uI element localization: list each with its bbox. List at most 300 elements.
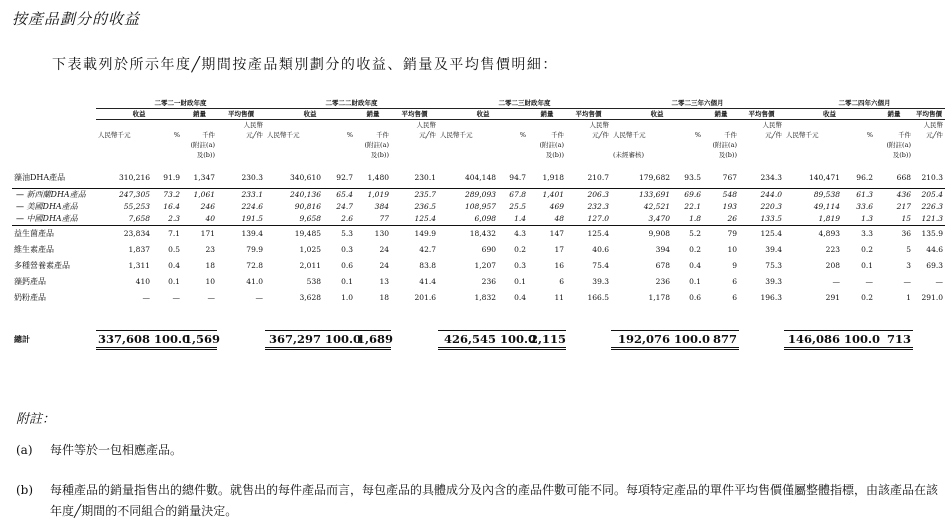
table-cell: 205.4 <box>913 188 945 201</box>
table-cell: 133,691 <box>611 188 672 201</box>
blank-cell <box>12 140 96 150</box>
table-cell: — <box>832 276 840 286</box>
blank-cell <box>913 150 945 160</box>
total-cell: 100.0 <box>152 330 182 348</box>
blank-cell <box>498 140 528 150</box>
table-cell: 18 <box>379 292 389 302</box>
volume-header: 銷量 <box>528 109 566 120</box>
table-cell: 1,025 <box>299 244 321 254</box>
product-label: 藻油DHA產品 <box>14 172 66 182</box>
period-header: 二零二三財政年度 <box>438 98 611 109</box>
product-label: 多種營養素產品 <box>14 260 70 270</box>
blank-cell <box>842 140 875 150</box>
blank-cell <box>528 120 566 131</box>
table-cell: 1.0 <box>341 292 353 302</box>
table-cell: 310,216 <box>118 172 150 182</box>
table-cell: 36 <box>901 228 911 238</box>
table-cell: 96.2 <box>856 172 873 182</box>
blank-cell <box>152 140 182 150</box>
volume-unit: 千件 <box>202 131 215 139</box>
table-cell: 89,538 <box>784 188 842 201</box>
table-cell: 404,148 <box>464 172 496 182</box>
table-cell: 2.6 <box>323 213 355 226</box>
product-row <box>12 290 945 306</box>
table-cell: 469 <box>549 201 564 211</box>
revenue-header: 收益 <box>438 109 528 120</box>
table-cell: 25.5 <box>509 201 526 211</box>
blank-cell <box>438 120 498 131</box>
total-cell: 1,569 <box>182 330 217 348</box>
table-cell: 121.3 <box>913 213 945 226</box>
table-cell: 125.4 <box>760 228 782 238</box>
table-cell: 0.4 <box>168 260 180 270</box>
note-ref: 及(b)) <box>545 151 564 159</box>
table-cell: 9 <box>732 260 737 270</box>
table-cell: 236.5 <box>414 201 436 211</box>
blank-cell <box>355 120 391 131</box>
table-cell: 1,347 <box>193 172 215 182</box>
table-cell: 6 <box>732 276 737 286</box>
volume-unit: 千件 <box>551 131 564 139</box>
table-cell: 44.6 <box>926 244 943 254</box>
table-cell: 1,918 <box>542 172 564 182</box>
unaudited-label: (未經審核) <box>613 151 645 159</box>
table-cell: 1,019 <box>355 188 391 201</box>
table-cell: 79.9 <box>246 244 263 254</box>
revenue-unit: 人民幣千元 <box>613 131 646 139</box>
table-cell: 2,011 <box>299 260 321 270</box>
asp-header: 平均售價 <box>739 109 784 120</box>
volume-header: 銷量 <box>703 109 739 120</box>
asp-unit: 人民幣 <box>243 121 263 129</box>
unit-row-2 <box>12 130 945 140</box>
asp-unit: 人民幣 <box>762 121 782 129</box>
product-label: — 新西蘭DHA產品 <box>12 188 96 201</box>
note-a: (a) 每件等於一包相應產品。 <box>16 443 183 457</box>
table-cell: 4,893 <box>818 228 840 238</box>
table-cell: 9,658 <box>265 213 323 226</box>
total-cell: 192,076 <box>611 330 672 348</box>
blank-cell <box>784 120 842 131</box>
table-cell: 69.6 <box>672 188 703 201</box>
table-cell: 33.6 <box>856 201 873 211</box>
table-cell: — <box>142 292 150 302</box>
table-cell: 11 <box>554 292 564 302</box>
table-cell: 19,485 <box>294 228 321 238</box>
table-cell: 61.3 <box>842 188 875 201</box>
blank-cell <box>265 140 323 150</box>
total-cell <box>217 330 265 348</box>
table-cell: 5.2 <box>689 228 701 238</box>
blank-cell <box>842 150 875 160</box>
table-cell: 73.2 <box>152 188 182 201</box>
blank-cell <box>611 120 672 131</box>
table-cell: 0.6 <box>689 292 701 302</box>
product-label: 維生素產品 <box>14 244 54 254</box>
blank-cell <box>842 120 875 131</box>
total-cell <box>913 330 945 348</box>
blank-cell <box>611 140 672 150</box>
table-cell: 139.4 <box>241 228 263 238</box>
note-ref: 及(b)) <box>370 151 389 159</box>
table-cell: 39.3 <box>765 276 782 286</box>
blank-cell <box>217 150 265 160</box>
table-cell: 83.8 <box>419 260 436 270</box>
table-cell: 1,837 <box>128 244 150 254</box>
table-cell: 18,432 <box>469 228 496 238</box>
blank-cell <box>739 150 784 160</box>
table-cell: 18 <box>205 260 215 270</box>
table-cell: 10 <box>727 244 737 254</box>
product-row <box>12 258 945 274</box>
table-cell: 93.5 <box>684 172 701 182</box>
table-cell: 72.8 <box>246 260 263 270</box>
table-cell: 210.7 <box>587 172 609 182</box>
total-cell: 877 <box>703 330 739 348</box>
table-cell: 291.0 <box>921 292 943 302</box>
table-cell: 291 <box>825 292 840 302</box>
table-cell: — <box>903 276 911 286</box>
total-cell <box>566 330 611 348</box>
total-cell: 713 <box>875 330 913 348</box>
total-cell: 100.0 <box>498 330 528 348</box>
table-cell: 1,061 <box>182 188 217 201</box>
asp-per-unit: 元╱件 <box>419 131 436 139</box>
table-cell: 108,957 <box>464 201 496 211</box>
spacer-row <box>12 160 945 168</box>
table-cell: 42.7 <box>419 244 436 254</box>
table-cell: 384 <box>374 201 389 211</box>
blank-cell <box>566 140 611 150</box>
note-ref: (附註(a) <box>539 141 564 149</box>
table-cell: 39.4 <box>765 244 782 254</box>
table-cell: 5 <box>906 244 911 254</box>
percent-unit: % <box>694 131 701 139</box>
total-cell: 1,689 <box>355 330 391 348</box>
table-cell: 26 <box>703 213 739 226</box>
table-cell: 1.8 <box>672 213 703 226</box>
table-cell: 67.8 <box>498 188 528 201</box>
blank-cell <box>391 150 438 160</box>
table-cell: 410 <box>135 276 150 286</box>
percent-unit: % <box>346 131 353 139</box>
blank-cell <box>323 120 355 131</box>
blank-cell <box>12 150 96 160</box>
blank-cell <box>739 140 784 150</box>
table-cell: 39.3 <box>592 276 609 286</box>
table-cell: 49,114 <box>813 201 840 211</box>
note-ref: (附註(a) <box>364 141 389 149</box>
table-cell: 223 <box>825 244 840 254</box>
table-cell: 246 <box>200 201 215 211</box>
table-cell: 0.2 <box>861 292 873 302</box>
table-cell: 690 <box>481 244 496 254</box>
asp-header: 平均售價 <box>913 109 945 120</box>
table-cell: 1.4 <box>498 213 528 226</box>
period-header: 二零二三年六個月 <box>611 98 784 109</box>
table-cell: 166.5 <box>587 292 609 302</box>
asp-header: 平均售價 <box>566 109 611 120</box>
table-cell: 1.3 <box>842 213 875 226</box>
asp-unit: 人民幣 <box>416 121 436 129</box>
blank-cell <box>152 120 182 131</box>
volume-header: 銷量 <box>875 109 913 120</box>
table-cell: 13 <box>379 276 389 286</box>
blank-cell <box>498 150 528 160</box>
table-cell: 149.9 <box>414 228 436 238</box>
table-cell: 24 <box>379 244 389 254</box>
revenue-table <box>12 98 945 350</box>
table-cell: 668 <box>896 172 911 182</box>
table-cell: 538 <box>306 276 321 286</box>
product-label: 藻鈣產品 <box>14 276 46 286</box>
blank-cell <box>672 120 703 131</box>
table-cell: 127.0 <box>566 213 611 226</box>
table-cell: 0.4 <box>689 260 701 270</box>
total-cell: 100.0 <box>672 330 703 348</box>
revenue-header: 收益 <box>611 109 703 120</box>
table-cell: 394 <box>655 244 670 254</box>
table-cell: 48 <box>528 213 566 226</box>
total-cell: 2,115 <box>528 330 566 348</box>
table-cell: 92.7 <box>336 172 353 182</box>
volume-unit: 千件 <box>898 131 911 139</box>
total-cell: 337,608 <box>96 330 152 348</box>
unit-row-4 <box>12 150 945 160</box>
table-cell: 201.6 <box>414 292 436 302</box>
subheader-row <box>12 109 945 120</box>
revenue-header: 收益 <box>96 109 182 120</box>
blank-cell <box>784 140 842 150</box>
table-cell: 1,401 <box>528 188 566 201</box>
product-row <box>12 274 945 290</box>
total-cell: 367,297 <box>265 330 323 348</box>
table-cell: 220.3 <box>760 201 782 211</box>
table-cell: 140,471 <box>808 172 840 182</box>
spacer-row <box>12 306 945 331</box>
table-cell: 1 <box>906 292 911 302</box>
asp-per-unit: 元╱件 <box>246 131 263 139</box>
table-cell: 206.3 <box>566 188 611 201</box>
table-cell: — <box>935 276 943 286</box>
product-row <box>12 242 945 258</box>
table-cell: 436 <box>875 188 913 201</box>
total-cell: 100.0 <box>842 330 875 348</box>
table-cell: 230.3 <box>241 172 263 182</box>
total-row <box>12 330 945 348</box>
table-cell: 0.6 <box>341 260 353 270</box>
table-cell: 23 <box>205 244 215 254</box>
table-cell: 1,480 <box>367 172 389 182</box>
table-cell: 10 <box>205 276 215 286</box>
blank-cell <box>217 140 265 150</box>
spacer-cell <box>12 306 945 331</box>
table-cell: 0.2 <box>861 244 873 254</box>
table-cell: 247,305 <box>96 188 152 201</box>
table-cell: 179,682 <box>638 172 670 182</box>
table-cell: 15 <box>875 213 913 226</box>
table-cell: 234.3 <box>760 172 782 182</box>
table-cell: 289,093 <box>438 188 498 201</box>
table-cell: 16.4 <box>163 201 180 211</box>
table-cell: 1,819 <box>784 213 842 226</box>
table-cell: 236 <box>481 276 496 286</box>
table-cell: 217 <box>896 201 911 211</box>
table-cell: 0.1 <box>689 276 701 286</box>
revenue-header: 收益 <box>784 109 875 120</box>
total-cell: 426,545 <box>438 330 498 348</box>
asp-unit: 人民幣 <box>589 121 609 129</box>
table-cell: 24.7 <box>336 201 353 211</box>
intro-text: 下表載列於所示年度╱期間按產品類別劃分的收益、銷量及平均售價明細： <box>52 57 558 73</box>
table-cell: 224.6 <box>241 201 263 211</box>
period-header: 二零二一財政年度 <box>96 98 265 109</box>
table-cell: 191.5 <box>217 213 265 226</box>
section-heading: 按產品劃分的收益 <box>12 10 141 28</box>
product-label: — 美國DHA產品 <box>16 201 78 211</box>
table-cell: 767 <box>722 172 737 182</box>
table-cell: 9,908 <box>648 228 670 238</box>
table-cell: 94.7 <box>509 172 526 182</box>
table-cell: 233.1 <box>217 188 265 201</box>
table-cell: 77 <box>355 213 391 226</box>
blank-cell <box>265 120 323 131</box>
period-header: 二零二四年六個月 <box>784 98 945 109</box>
table-cell: 0.1 <box>168 276 180 286</box>
table-cell: 3,470 <box>611 213 672 226</box>
table-cell: 678 <box>655 260 670 270</box>
table-cell: 7.1 <box>168 228 180 238</box>
table-cell: 3,628 <box>299 292 321 302</box>
table-cell: 4.3 <box>514 228 526 238</box>
note-ref: (附註(a) <box>190 141 215 149</box>
table-cell: 6 <box>559 276 564 286</box>
blank-cell <box>438 150 498 160</box>
percent-unit: % <box>866 131 873 139</box>
blank-cell <box>152 150 182 160</box>
blank-cell <box>323 150 355 160</box>
table-cell: 1,207 <box>474 260 496 270</box>
table-cell: 65.4 <box>323 188 355 201</box>
table-cell: 196.3 <box>760 292 782 302</box>
blank-cell <box>875 120 913 131</box>
product-label: — 中國DHA產品 <box>12 213 96 226</box>
table-cell: 236 <box>655 276 670 286</box>
blank-cell <box>784 150 842 160</box>
table-cell: 1,832 <box>474 292 496 302</box>
table-cell: 22.1 <box>684 201 701 211</box>
volume-unit: 千件 <box>724 131 737 139</box>
table-cell: 0.5 <box>168 244 180 254</box>
note-ref: 及(b)) <box>892 151 911 159</box>
volume-header: 銷量 <box>182 109 217 120</box>
table-cell: — <box>255 292 263 302</box>
blank-cell <box>672 150 703 160</box>
table-cell: 16 <box>554 260 564 270</box>
table-cell: 240,136 <box>265 188 323 201</box>
spacer-cell <box>12 160 945 168</box>
product-row <box>12 225 945 242</box>
blank-cell <box>566 150 611 160</box>
note-ref: (附註(a) <box>712 141 737 149</box>
asp-per-unit: 元╱件 <box>926 131 943 139</box>
notes-heading: 附註： <box>16 412 56 427</box>
asp-unit: 人民幣 <box>923 121 943 129</box>
period-header: 二零二二財政年度 <box>265 98 438 109</box>
unit-row-3 <box>12 140 945 150</box>
table-cell: 135.9 <box>921 228 943 238</box>
asp-header: 平均售價 <box>217 109 265 120</box>
blank-cell <box>438 140 498 150</box>
revenue-unit: 人民幣千元 <box>786 131 819 139</box>
table-cell: 55,253 <box>123 201 150 211</box>
table-cell: 3 <box>906 260 911 270</box>
revenue-header: 收益 <box>265 109 355 120</box>
total-cell: 100.0 <box>323 330 355 348</box>
table-cell: 17 <box>554 244 564 254</box>
revenue-unit: 人民幣千元 <box>98 131 131 139</box>
table-cell: 40 <box>182 213 217 226</box>
table-cell: 2.3 <box>152 213 182 226</box>
table-cell: 230.1 <box>414 172 436 182</box>
percent-unit: % <box>173 131 180 139</box>
table-cell: 235.7 <box>391 188 438 201</box>
product-row <box>12 188 945 201</box>
asp-per-unit: 元╱件 <box>765 131 782 139</box>
table-cell: — <box>865 276 873 286</box>
table-cell: 75.3 <box>765 260 782 270</box>
table-cell: 41.4 <box>419 276 436 286</box>
total-cell <box>391 330 438 348</box>
product-label: 益生菌產品 <box>14 228 54 238</box>
note-ref: 及(b)) <box>196 151 215 159</box>
asp-per-unit: 元╱件 <box>592 131 609 139</box>
table-cell: 0.1 <box>514 276 526 286</box>
table-cell: 125.4 <box>587 228 609 238</box>
asp-header: 平均售價 <box>391 109 438 120</box>
total-label: 總計 <box>14 334 30 344</box>
blank-cell <box>391 140 438 150</box>
blank-cell <box>12 98 96 109</box>
table-cell: 133.5 <box>739 213 784 226</box>
table-cell: 79 <box>727 228 737 238</box>
table-cell: — <box>207 292 215 302</box>
note-ref: (附註(a) <box>886 141 911 149</box>
table-cell: 0.1 <box>341 276 353 286</box>
product-row <box>12 201 945 213</box>
table-cell: 1,311 <box>128 260 150 270</box>
table-cell: 226.3 <box>921 201 943 211</box>
product-label: 奶粉產品 <box>14 292 46 302</box>
table-cell: 0.3 <box>514 260 526 270</box>
table-cell: 40.6 <box>592 244 609 254</box>
table-cell: 208 <box>825 260 840 270</box>
table-cell: 147 <box>549 228 564 238</box>
table-cell: 91.9 <box>163 172 180 182</box>
product-row <box>12 213 945 226</box>
table-cell: 548 <box>703 188 739 201</box>
table-cell: 3.3 <box>861 228 873 238</box>
revenue-unit: 人民幣千元 <box>440 131 473 139</box>
table-cell: 7,658 <box>96 213 152 226</box>
note-b: (b) 每種產品的銷量指售出的總件數。就售出的每件產品而言，每包產品的具體成分及內含的產品件數可能不同。每項特定產品的單件平均售價僅屬整體指標，由該產品在該年度╱期間的不同組合的銷量決定。 <box>16 483 939 518</box>
period-header-row <box>12 98 945 109</box>
table-cell: 1,178 <box>648 292 670 302</box>
table-cell: 130 <box>374 228 389 238</box>
table-cell: 244.0 <box>739 188 784 201</box>
table-cell: 24 <box>379 260 389 270</box>
table-cell: 5.3 <box>341 228 353 238</box>
